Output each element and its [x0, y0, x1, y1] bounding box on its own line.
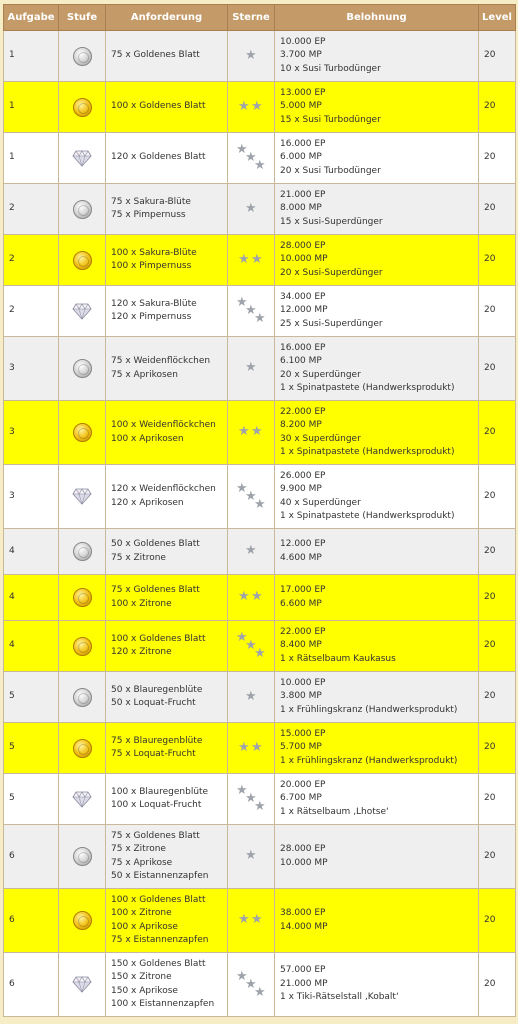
- belohnung-line: 15 x Susi Turbodünger: [280, 114, 381, 125]
- cell-anforderung: [106, 825, 228, 889]
- cell-aufgabe: 3: [4, 401, 59, 465]
- cell-level: 20: [479, 774, 516, 825]
- cell-aufgabe: 5: [4, 723, 59, 774]
- cell-aufgabe: 6: [4, 825, 59, 889]
- cell-belohnung: [275, 184, 479, 235]
- anforderung-line: 75 x Blauregenblüte: [111, 735, 203, 746]
- header-level: Level: [479, 5, 516, 31]
- cell-stufe: [59, 953, 106, 1017]
- silver-coin-icon: [73, 200, 92, 219]
- cell-aufgabe: 4: [4, 621, 59, 672]
- belohnung-line: 3.700 MP: [280, 50, 322, 61]
- belohnung-line: 15.000 EP: [280, 728, 326, 739]
- cell-anforderung: [106, 133, 228, 184]
- cell-aufgabe: 3: [4, 465, 59, 529]
- diamond-icon: [72, 150, 92, 167]
- cell-belohnung: [275, 575, 479, 621]
- belohnung-line: 20 x Susi Turbodünger: [280, 165, 381, 176]
- anforderung-line: 75 x Pimpernuss: [111, 210, 186, 220]
- anforderung-line: 100 x Eistannenzapfen: [111, 999, 215, 1009]
- anforderung-line: 150 x Zitrone: [111, 972, 172, 982]
- belohnung-line: 25 x Susi-Superdünger: [280, 318, 383, 329]
- table-row: [4, 529, 516, 575]
- cell-belohnung: [275, 889, 479, 953]
- belohnung-line: 5.700 MP: [280, 742, 322, 753]
- belohnung-line: 21.000 MP: [280, 978, 328, 989]
- table-row: [4, 286, 516, 337]
- cell-anforderung: [106, 401, 228, 465]
- cell-belohnung: [275, 235, 479, 286]
- cell-stufe: [59, 723, 106, 774]
- belohnung-line: 15 x Susi-Superdünger: [280, 216, 383, 227]
- cell-stufe: [59, 621, 106, 672]
- anforderung-line: 75 x Loquat-Frucht: [111, 749, 196, 759]
- table-row: [4, 621, 516, 672]
- cell-sterne: [228, 529, 275, 575]
- cell-aufgabe: 1: [4, 82, 59, 133]
- silver-coin-icon: [73, 847, 92, 866]
- three-stars-icon: ★ ★ ★: [236, 295, 266, 326]
- silver-coin-icon: [73, 542, 92, 561]
- cell-anforderung: [106, 235, 228, 286]
- header-belohnung: Belohnung: [275, 5, 479, 31]
- cell-sterne: [228, 31, 275, 82]
- gold-coin-icon: [73, 739, 92, 758]
- table-row: [4, 465, 516, 529]
- cell-belohnung: [275, 31, 479, 82]
- cell-level: 20: [479, 401, 516, 465]
- anforderung-line: 120 x Aprikosen: [111, 497, 184, 508]
- cell-stufe: [59, 889, 106, 953]
- table-row: [4, 575, 516, 621]
- cell-anforderung: [106, 953, 228, 1017]
- table-row: [4, 82, 516, 133]
- table-row: [4, 337, 516, 401]
- gold-coin-icon: [73, 251, 92, 270]
- belohnung-line: 17.000 EP: [280, 585, 326, 595]
- belohnung-line: 1 x Spinatpastete (Handwerksprodukt): [280, 447, 455, 457]
- belohnung-line: 12.000 MP: [280, 305, 328, 316]
- table-row: [4, 235, 516, 286]
- cell-belohnung: [275, 723, 479, 774]
- silver-coin-icon: [73, 688, 92, 707]
- cell-level: 20: [479, 575, 516, 621]
- gold-coin-icon: [73, 588, 92, 607]
- table-row: [4, 953, 516, 1017]
- belohnung-line: 6.600 MP: [280, 598, 322, 609]
- cell-belohnung: [275, 529, 479, 575]
- belohnung-line: 20 x Susi-Superdünger: [280, 267, 383, 278]
- cell-belohnung: [275, 133, 479, 184]
- anforderung-line: 75 x Goldenes Blatt: [111, 585, 200, 595]
- cell-level: 20: [479, 184, 516, 235]
- anforderung-line: 100 x Loquat-Frucht: [111, 800, 202, 810]
- belohnung-line: 20 x Superdünger: [280, 369, 361, 380]
- two-stars-icon: ★ ★: [238, 589, 263, 604]
- cell-stufe: [59, 401, 106, 465]
- cell-sterne: [228, 465, 275, 529]
- anforderung-line: 75 x Eistannenzapfen: [111, 935, 209, 945]
- cell-aufgabe: 2: [4, 286, 59, 337]
- anforderung-line: 120 x Zitrone: [111, 647, 172, 657]
- anforderung-line: 120 x Sakura-Blüte: [111, 298, 197, 309]
- cell-stufe: [59, 82, 106, 133]
- cell-aufgabe: 1: [4, 133, 59, 184]
- belohnung-line: 40 x Superdünger: [280, 497, 361, 508]
- anforderung-line: 50 x Blauregenblüte: [111, 684, 203, 695]
- anforderung-line: 75 x Zitrone: [111, 552, 166, 563]
- cell-sterne: [228, 235, 275, 286]
- cell-belohnung: [275, 82, 479, 133]
- cell-anforderung: [106, 621, 228, 672]
- anforderung-line: 50 x Goldenes Blatt: [111, 539, 200, 549]
- anforderung-line: 50 x Eistannenzapfen: [111, 871, 209, 881]
- header-stufe: Stufe: [59, 5, 106, 31]
- cell-stufe: [59, 184, 106, 235]
- belohnung-line: 28.000 EP: [280, 240, 326, 251]
- cell-anforderung: [106, 82, 228, 133]
- cell-aufgabe: 2: [4, 235, 59, 286]
- cell-anforderung: [106, 889, 228, 953]
- cell-level: 20: [479, 621, 516, 672]
- cell-sterne: [228, 723, 275, 774]
- anforderung-line: 100 x Zitrone: [111, 908, 172, 918]
- star-icon: ★: [245, 47, 257, 63]
- belohnung-line: 20.000 EP: [280, 779, 326, 790]
- cell-level: 20: [479, 133, 516, 184]
- task-table-container: [3, 4, 515, 1017]
- cell-sterne: [228, 825, 275, 889]
- diamond-icon: [72, 976, 92, 993]
- star-icon: ★: [245, 200, 257, 216]
- table-row: [4, 672, 516, 723]
- table-row: [4, 31, 516, 82]
- silver-coin-icon: [73, 47, 92, 66]
- cell-sterne: [228, 889, 275, 953]
- cell-anforderung: [106, 575, 228, 621]
- cell-stufe: [59, 774, 106, 825]
- three-stars-icon: ★ ★ ★: [236, 783, 266, 814]
- belohnung-line: 1 x Frühlingskranz (Handwerksprodukt): [280, 755, 458, 766]
- belohnung-line: 57.000 EP: [280, 965, 326, 976]
- belohnung-line: 5.000 MP: [280, 101, 322, 112]
- cell-aufgabe: 3: [4, 337, 59, 401]
- cell-sterne: [228, 575, 275, 621]
- table-body: [4, 31, 516, 1017]
- belohnung-line: 1 x Rätselbaum Kaukasus: [280, 653, 396, 664]
- star-icon: ★: [245, 360, 257, 375]
- cell-anforderung: [106, 672, 228, 723]
- cell-belohnung: [275, 337, 479, 401]
- diamond-icon: [72, 488, 92, 505]
- belohnung-line: 16.000 EP: [280, 342, 326, 353]
- table-row: [4, 825, 516, 889]
- anforderung-line: 75 x Zitrone: [111, 844, 166, 854]
- diamond-icon: [72, 303, 92, 320]
- anforderung-line: 75 x Goldenes Blatt: [111, 50, 200, 61]
- cell-anforderung: [106, 723, 228, 774]
- table-row: [4, 723, 516, 774]
- diamond-icon: [72, 791, 92, 808]
- belohnung-line: 8.000 MP: [280, 203, 322, 214]
- belohnung-line: 10.000 MP: [280, 857, 328, 868]
- belohnung-line: 22.000 EP: [280, 626, 326, 637]
- anforderung-line: 100 x Goldenes Blatt: [111, 894, 206, 905]
- cell-sterne: [228, 133, 275, 184]
- anforderung-line: 50 x Loquat-Frucht: [111, 698, 196, 708]
- cell-sterne: [228, 672, 275, 723]
- anforderung-line: 120 x Pimpernuss: [111, 312, 192, 322]
- cell-stufe: [59, 465, 106, 529]
- cell-level: 20: [479, 465, 516, 529]
- belohnung-line: 16.000 EP: [280, 138, 326, 149]
- two-stars-icon: ★ ★: [238, 424, 263, 439]
- anforderung-line: 100 x Pimpernuss: [111, 261, 192, 271]
- cell-belohnung: [275, 621, 479, 672]
- cell-level: 20: [479, 286, 516, 337]
- task-table: [3, 4, 516, 1017]
- cell-belohnung: [275, 286, 479, 337]
- belohnung-line: 30 x Superdünger: [280, 433, 361, 444]
- belohnung-line: 10.000 EP: [280, 36, 326, 47]
- anforderung-line: 150 x Aprikose: [111, 985, 178, 996]
- cell-aufgabe: 1: [4, 31, 59, 82]
- star-icon: ★: [245, 543, 257, 558]
- two-stars-icon: ★ ★: [238, 98, 263, 114]
- belohnung-line: 3.800 MP: [280, 691, 322, 702]
- cell-level: 20: [479, 953, 516, 1017]
- header-sterne: Sterne: [228, 5, 275, 31]
- table-row: [4, 133, 516, 184]
- header-anforderung: Anforderung: [106, 5, 228, 31]
- cell-stufe: [59, 672, 106, 723]
- cell-level: 20: [479, 235, 516, 286]
- cell-anforderung: [106, 465, 228, 529]
- cell-belohnung: [275, 825, 479, 889]
- cell-level: 20: [479, 31, 516, 82]
- cell-sterne: [228, 621, 275, 672]
- belohnung-line: 10 x Susi Turbodünger: [280, 63, 381, 74]
- header-aufgabe: Aufgabe: [4, 5, 59, 31]
- cell-stufe: [59, 286, 106, 337]
- anforderung-line: 100 x Aprikose: [111, 921, 178, 932]
- belohnung-line: 6.700 MP: [280, 793, 322, 804]
- cell-level: 20: [479, 672, 516, 723]
- three-stars-icon: ★ ★ ★: [236, 968, 266, 1000]
- gold-coin-icon: [73, 637, 92, 656]
- cell-level: 20: [479, 889, 516, 953]
- anforderung-line: 75 x Aprikosen: [111, 369, 178, 380]
- belohnung-line: 21.000 EP: [280, 189, 326, 200]
- three-stars-icon: ★ ★ ★: [236, 480, 266, 512]
- cell-stufe: [59, 31, 106, 82]
- belohnung-line: 26.000 EP: [280, 470, 326, 481]
- gold-coin-icon: [73, 98, 92, 117]
- cell-level: 20: [479, 529, 516, 575]
- three-stars-icon: ★ ★ ★: [236, 142, 266, 173]
- cell-aufgabe: 4: [4, 575, 59, 621]
- belohnung-line: 1 x Spinatpastete (Handwerksprodukt): [280, 383, 455, 393]
- anforderung-line: 100 x Sakura-Blüte: [111, 247, 197, 258]
- cell-level: 20: [479, 723, 516, 774]
- belohnung-line: 1 x Frühlingskranz (Handwerksprodukt): [280, 704, 458, 715]
- belohnung-line: 9.900 MP: [280, 484, 322, 494]
- belohnung-line: 38.000 EP: [280, 908, 326, 918]
- cell-sterne: [228, 337, 275, 401]
- anforderung-line: 75 x Goldenes Blatt: [111, 830, 200, 841]
- belohnung-line: 12.000 EP: [280, 539, 326, 549]
- anforderung-line: 150 x Goldenes Blatt: [111, 958, 206, 969]
- cell-belohnung: [275, 672, 479, 723]
- anforderung-line: 120 x Goldenes Blatt: [111, 152, 206, 163]
- cell-stufe: [59, 825, 106, 889]
- belohnung-line: 6.100 MP: [280, 356, 322, 366]
- belohnung-line: 10.000 EP: [280, 677, 326, 688]
- cell-aufgabe: 2: [4, 184, 59, 235]
- anforderung-line: 100 x Aprikosen: [111, 433, 184, 444]
- cell-stufe: [59, 575, 106, 621]
- table-row: [4, 889, 516, 953]
- belohnung-line: 34.000 EP: [280, 291, 326, 302]
- cell-aufgabe: 6: [4, 889, 59, 953]
- anforderung-line: 120 x Weidenflöckchen: [111, 484, 216, 494]
- belohnung-line: 1 x Tiki-Rätselstall ‚Kobalt‘: [280, 992, 399, 1003]
- cell-aufgabe: 5: [4, 672, 59, 723]
- cell-aufgabe: 6: [4, 953, 59, 1017]
- cell-anforderung: [106, 774, 228, 825]
- belohnung-line: 13.000 EP: [280, 87, 326, 98]
- table-row: [4, 774, 516, 825]
- cell-sterne: [228, 286, 275, 337]
- cell-belohnung: [275, 465, 479, 529]
- cell-stufe: [59, 337, 106, 401]
- cell-level: 20: [479, 337, 516, 401]
- anforderung-line: 100 x Weidenflöckchen: [111, 420, 216, 430]
- belohnung-line: 8.200 MP: [280, 420, 322, 430]
- anforderung-line: 100 x Goldenes Blatt: [111, 101, 206, 112]
- table-row: [4, 401, 516, 465]
- cell-belohnung: [275, 401, 479, 465]
- anforderung-line: 75 x Weidenflöckchen: [111, 356, 211, 366]
- header-row: [4, 5, 516, 31]
- cell-sterne: [228, 184, 275, 235]
- belohnung-line: 6.000 MP: [280, 152, 322, 163]
- cell-level: 20: [479, 82, 516, 133]
- cell-aufgabe: 4: [4, 529, 59, 575]
- belohnung-line: 8.400 MP: [280, 640, 322, 651]
- cell-anforderung: [106, 184, 228, 235]
- two-stars-icon: ★ ★: [238, 251, 263, 267]
- cell-belohnung: [275, 953, 479, 1017]
- anforderung-line: 100 x Goldenes Blatt: [111, 633, 206, 644]
- cell-level: 20: [479, 825, 516, 889]
- belohnung-line: 10.000 MP: [280, 254, 328, 265]
- anforderung-line: 75 x Aprikose: [111, 857, 173, 868]
- table-row: [4, 184, 516, 235]
- cell-aufgabe: 5: [4, 774, 59, 825]
- cell-sterne: [228, 774, 275, 825]
- cell-sterne: [228, 82, 275, 133]
- belohnung-line: 4.600 MP: [280, 552, 322, 563]
- gold-coin-icon: [73, 911, 92, 930]
- star-icon: ★: [245, 848, 257, 863]
- cell-stufe: [59, 133, 106, 184]
- cell-sterne: [228, 953, 275, 1017]
- three-stars-icon: ★ ★ ★: [236, 630, 266, 661]
- cell-anforderung: [106, 286, 228, 337]
- silver-coin-icon: [73, 359, 92, 378]
- two-stars-icon: ★ ★: [238, 912, 263, 927]
- gold-coin-icon: [73, 423, 92, 442]
- cell-anforderung: [106, 337, 228, 401]
- cell-anforderung: [106, 529, 228, 575]
- cell-sterne: [228, 401, 275, 465]
- cell-anforderung: [106, 31, 228, 82]
- anforderung-line: 100 x Blauregenblüte: [111, 786, 209, 797]
- anforderung-line: 75 x Sakura-Blüte: [111, 196, 191, 207]
- star-icon: ★: [245, 688, 257, 704]
- belohnung-line: 14.000 MP: [280, 921, 328, 932]
- belohnung-line: 22.000 EP: [280, 406, 326, 417]
- cell-stufe: [59, 235, 106, 286]
- two-stars-icon: ★ ★: [238, 739, 263, 755]
- cell-belohnung: [275, 774, 479, 825]
- belohnung-line: 1 x Spinatpastete (Handwerksprodukt): [280, 511, 455, 521]
- cell-stufe: [59, 529, 106, 575]
- anforderung-line: 100 x Zitrone: [111, 598, 172, 609]
- belohnung-line: 1 x Rätselbaum ‚Lhotse‘: [280, 806, 389, 817]
- belohnung-line: 28.000 EP: [280, 844, 326, 854]
